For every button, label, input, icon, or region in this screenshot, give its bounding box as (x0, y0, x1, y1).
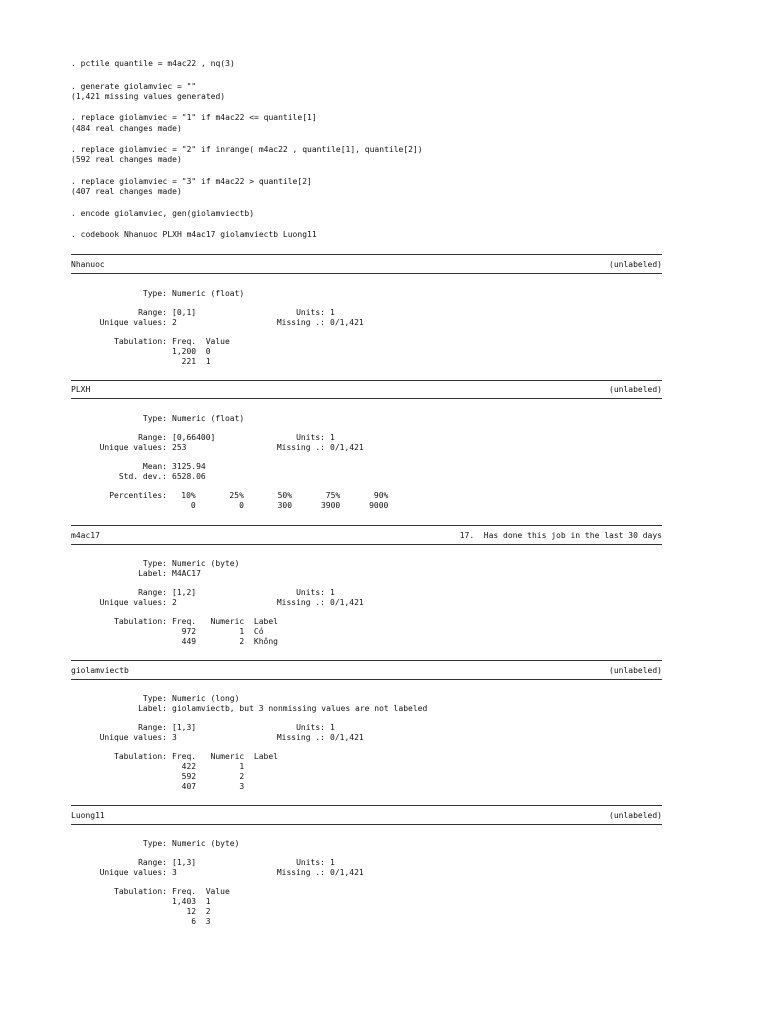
divider (71, 273, 662, 274)
field-label: Unique values: (99, 443, 167, 452)
field-value: 253 (172, 443, 187, 452)
command-line: . replace giolamviec = "3" if m4ac22 > quantile[2] (71, 177, 312, 186)
field-label: Tabulation: (114, 752, 167, 761)
field-value: 3 (172, 868, 177, 877)
command-line: . replace giolamviec = "1" if m4ac22 <= quantile[1] (71, 113, 317, 122)
field-value: 0/1,421 (330, 443, 364, 452)
command-line: . replace giolamviec = "2" if inrange( m4ac22 , quantile[1], quantile[2]) (71, 145, 423, 154)
command-output: (407 real changes made) (71, 187, 182, 196)
field-label: Range: (138, 588, 167, 597)
field-value: 0/1,421 (330, 318, 364, 327)
field-label: Percentiles: (109, 491, 167, 500)
field-label: Units: (296, 588, 325, 597)
variable-label: (unlabeled) (609, 385, 662, 394)
tabulation-row: 407 3 (172, 782, 245, 791)
field-label: Missing .: (276, 318, 325, 327)
command-line: . encode giolamviec, gen(giolamviectb) (71, 209, 255, 218)
field-value: [0,66400] (172, 433, 216, 442)
field-label: Mean: (142, 462, 167, 471)
command-output: (592 real changes made) (71, 155, 182, 164)
command-line: . codebook Nhanuoc PLXH m4ac17 giolamviectb Luong11 (71, 230, 317, 239)
field-value: 0/1,421 (330, 598, 364, 607)
field-label: Tabulation: (114, 887, 167, 896)
field-value: [0,1] (172, 308, 197, 317)
field-label: Range: (138, 433, 167, 442)
percentiles-values: 0 0 300 3900 9000 (162, 501, 389, 510)
field-label: Type: (142, 694, 167, 703)
field-label: Unique values: (99, 598, 167, 607)
field-label: Unique values: (99, 733, 167, 742)
field-label: Range: (138, 723, 167, 732)
divider (71, 824, 662, 825)
field-label: Units: (296, 308, 325, 317)
field-value: 1 (330, 588, 335, 597)
divider (71, 544, 662, 545)
tabulation-header: Freq. Value (172, 887, 230, 896)
field-value: 0/1,421 (330, 868, 364, 877)
divider (71, 805, 662, 806)
percentiles-header: 10% 25% 50% 75% 90% (162, 491, 389, 500)
field-value: [1,2] (172, 588, 197, 597)
tabulation-row: 221 1 (172, 357, 211, 366)
tabulation-row: 6 3 (172, 917, 211, 926)
tabulation-row: 592 2 (172, 772, 245, 781)
field-label: Type: (142, 414, 167, 423)
field-label: Label: (138, 569, 167, 578)
field-label: Tabulation: (114, 337, 167, 346)
field-label: Label: (138, 704, 167, 713)
variable-label: (unlabeled) (609, 260, 662, 269)
field-label: Missing .: (276, 443, 325, 452)
tabulation-header: Freq. Numeric Label (172, 752, 278, 761)
variable-label: (unlabeled) (609, 666, 662, 675)
field-label: Missing .: (276, 868, 325, 877)
tabulation-row: 449 2 Không (172, 637, 278, 646)
tabulation-header: Freq. Numeric Label (172, 617, 278, 626)
field-value: Numeric (byte) (172, 559, 240, 568)
divider (71, 660, 662, 661)
field-label: Range: (138, 858, 167, 867)
field-value: 2 (172, 318, 177, 327)
command-line: . pctile quantile = m4ac22 , nq(3) (71, 59, 235, 68)
field-label: Type: (142, 559, 167, 568)
field-value: [1,3] (172, 723, 197, 732)
field-label: Missing .: (276, 733, 325, 742)
field-value: 1 (330, 858, 335, 867)
field-value: Numeric (byte) (172, 839, 240, 848)
field-label: Units: (296, 433, 325, 442)
field-value: 1 (330, 433, 335, 442)
command-line: . generate giolamviec = "" (71, 82, 197, 91)
divider (71, 525, 662, 526)
field-value: 3 (172, 733, 177, 742)
variable-label: 17. Has done this job in the last 30 days (459, 531, 662, 540)
field-label: Missing .: (276, 598, 325, 607)
tabulation-row: 1,403 1 (172, 897, 211, 906)
field-label: Tabulation: (114, 617, 167, 626)
field-value: 3125.94 (172, 462, 206, 471)
variable-name: Luong11 (71, 811, 105, 820)
variable-name: Nhanuoc (71, 260, 105, 269)
field-value: M4AC17 (172, 569, 201, 578)
tabulation-row: 972 1 Có (172, 627, 264, 636)
field-label: Units: (296, 858, 325, 867)
field-label: Range: (138, 308, 167, 317)
field-label: Units: (296, 723, 325, 732)
divider (71, 254, 662, 255)
field-label: Type: (142, 839, 167, 848)
tabulation-row: 422 1 (172, 762, 245, 771)
field-value: giolamviectb, but 3 nonmissing values are not labeled (172, 704, 428, 713)
divider (71, 398, 662, 399)
field-value: 0/1,421 (330, 733, 364, 742)
field-value: 1 (330, 723, 335, 732)
tabulation-row: 1,200 0 (172, 347, 211, 356)
divider (71, 380, 662, 381)
variable-name: giolamviectb (71, 666, 129, 675)
field-value: [1,3] (172, 858, 197, 867)
field-value: Numeric (long) (172, 694, 240, 703)
variable-name: PLXH (71, 385, 91, 394)
field-value: 2 (172, 598, 177, 607)
tabulation-row: 12 2 (172, 907, 211, 916)
variable-name: m4ac17 (71, 531, 100, 540)
field-label: Std. dev.: (118, 472, 167, 481)
field-value: 1 (330, 308, 335, 317)
field-label: Unique values: (99, 868, 167, 877)
tabulation-header: Freq. Value (172, 337, 230, 346)
field-label: Type: (142, 289, 167, 298)
field-value: Numeric (float) (172, 289, 245, 298)
command-output: (1,421 missing values generated) (71, 92, 226, 101)
variable-label: (unlabeled) (609, 811, 662, 820)
divider (71, 679, 662, 680)
field-value: 6528.06 (172, 472, 206, 481)
field-value: Numeric (float) (172, 414, 245, 423)
field-label: Unique values: (99, 318, 167, 327)
command-output: (484 real changes made) (71, 124, 182, 133)
